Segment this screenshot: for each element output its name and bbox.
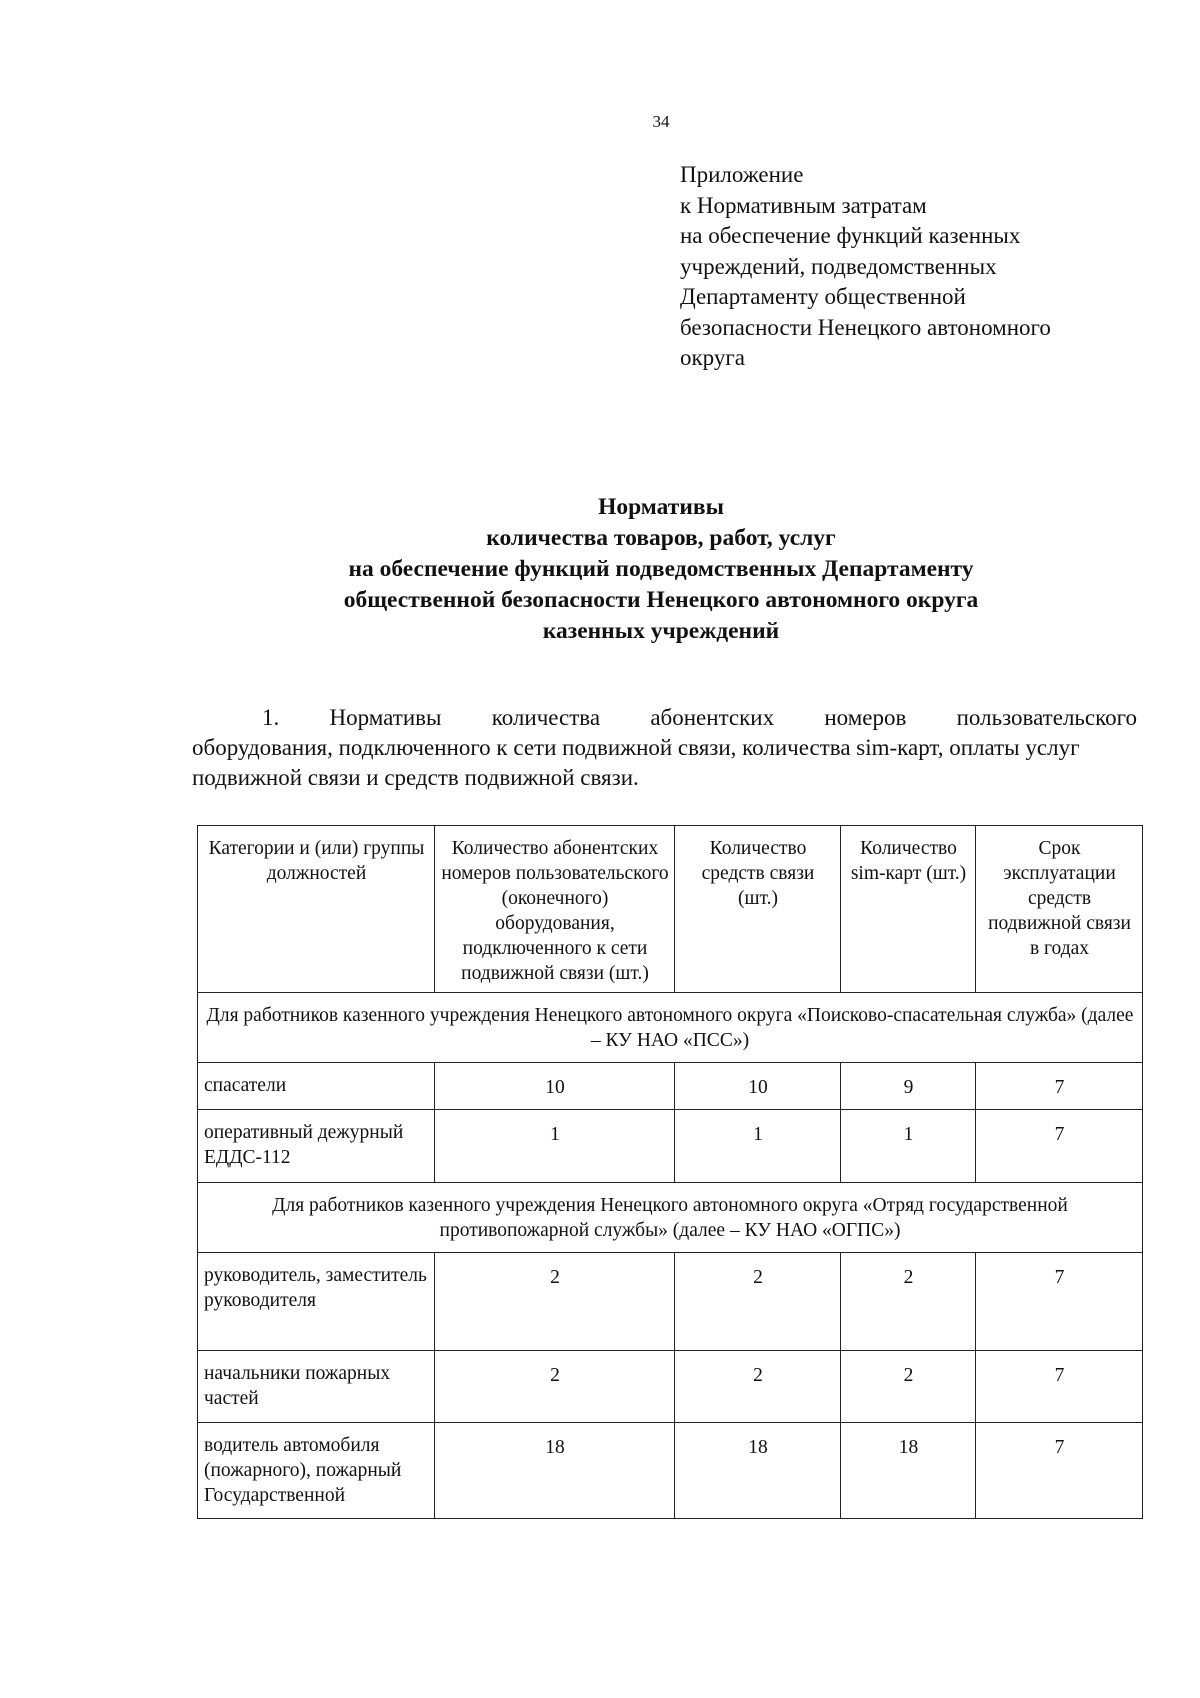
row-sim: 2	[841, 1253, 976, 1351]
table-row	[198, 1253, 1143, 1351]
table-row	[198, 1351, 1143, 1423]
row-devices: 1	[675, 1110, 841, 1183]
row-term: 7	[976, 1253, 1143, 1351]
row-devices: 2	[675, 1253, 841, 1351]
header-category: Категории и (или) группы должностей	[198, 826, 435, 993]
appendix-note	[680, 160, 1140, 374]
header-subscriber-numbers: Количество абонентских номеров пользовательского (оконечного) оборудования, подключенного к сети подвижной связи (шт.)	[435, 826, 675, 993]
header-devices: Количество средств связи (шт.)	[675, 826, 841, 993]
paragraph-first-line: 1. Нормативы количества абонентских номеров пользовательского	[262, 705, 1137, 730]
row-category: начальники пожарных частей	[198, 1351, 435, 1423]
header-service-life: Срок эксплуатации средств подвижной связи в годах	[976, 826, 1143, 993]
row-numbers: 1	[435, 1110, 675, 1183]
row-numbers: 2	[435, 1351, 675, 1423]
row-sim: 2	[841, 1351, 976, 1423]
section-title-pss: Для работников казенного учреждения Ненецкого автономного округа «Поисково-спасательная служба» (далее – КУ НАО «ПСС»)	[198, 993, 1143, 1063]
row-term: 7	[976, 1423, 1143, 1519]
row-category: руководитель, заместитель руководителя	[198, 1253, 435, 1351]
section-row	[198, 993, 1143, 1063]
title-line: казенных учреждений	[542, 618, 780, 644]
norms-table	[197, 825, 1143, 1519]
table-row	[198, 1423, 1143, 1519]
document-title	[200, 492, 1122, 647]
row-devices: 10	[675, 1063, 841, 1110]
appendix-line: на обеспечение функций казенных	[680, 223, 1021, 248]
row-category: оперативный дежурный ЕДДС-112	[198, 1110, 435, 1183]
table-header-row	[198, 826, 1143, 993]
header-sim-cards: Количество sim-карт (шт.)	[841, 826, 976, 993]
section-row	[198, 1183, 1143, 1253]
row-sim: 1	[841, 1110, 976, 1183]
appendix-line: Департаменту общественной	[680, 284, 966, 309]
row-term: 7	[976, 1110, 1143, 1183]
row-numbers: 18	[435, 1423, 675, 1519]
row-numbers: 10	[435, 1063, 675, 1110]
title-line: количества товаров, работ, услуг	[486, 525, 836, 551]
section-paragraph	[192, 703, 1137, 793]
title-line: на обеспечение функций подведомственных Департаменту	[348, 556, 974, 582]
row-category: спасатели	[198, 1063, 435, 1110]
row-devices: 18	[675, 1423, 841, 1519]
appendix-line: к Нормативным затратам	[680, 192, 927, 218]
table-row	[198, 1063, 1143, 1110]
row-sim: 18	[841, 1423, 976, 1519]
row-term: 7	[976, 1351, 1143, 1423]
appendix-line: Приложение	[680, 162, 804, 187]
page-number: 34	[652, 112, 670, 131]
section-title-ogps: Для работников казенного учреждения Ненецкого автономного округа «Отряд государственной противопожарной службы» (далее – КУ НАО «ОГПС»)	[198, 1183, 1143, 1253]
title-line: Нормативы	[598, 494, 724, 520]
paragraph-rest: оборудования, подключенного к сети подвижной связи, количества sim-карт, оплаты услуг подвижной связи и средств подвижной связи.	[192, 735, 1080, 790]
appendix-line: безопасности Ненецкого автономного	[680, 314, 1051, 340]
table-row	[198, 1110, 1143, 1183]
appendix-line: учреждений, подведомственных	[680, 253, 997, 279]
row-sim: 9	[841, 1063, 976, 1110]
appendix-line: округа	[680, 345, 746, 370]
row-devices: 2	[675, 1351, 841, 1423]
title-line: общественной безопасности Ненецкого автономного округа	[343, 587, 979, 613]
row-category: водитель автомобиля (пожарного), пожарный Государственной	[198, 1423, 435, 1519]
row-term: 7	[976, 1063, 1143, 1110]
row-numbers: 2	[435, 1253, 675, 1351]
